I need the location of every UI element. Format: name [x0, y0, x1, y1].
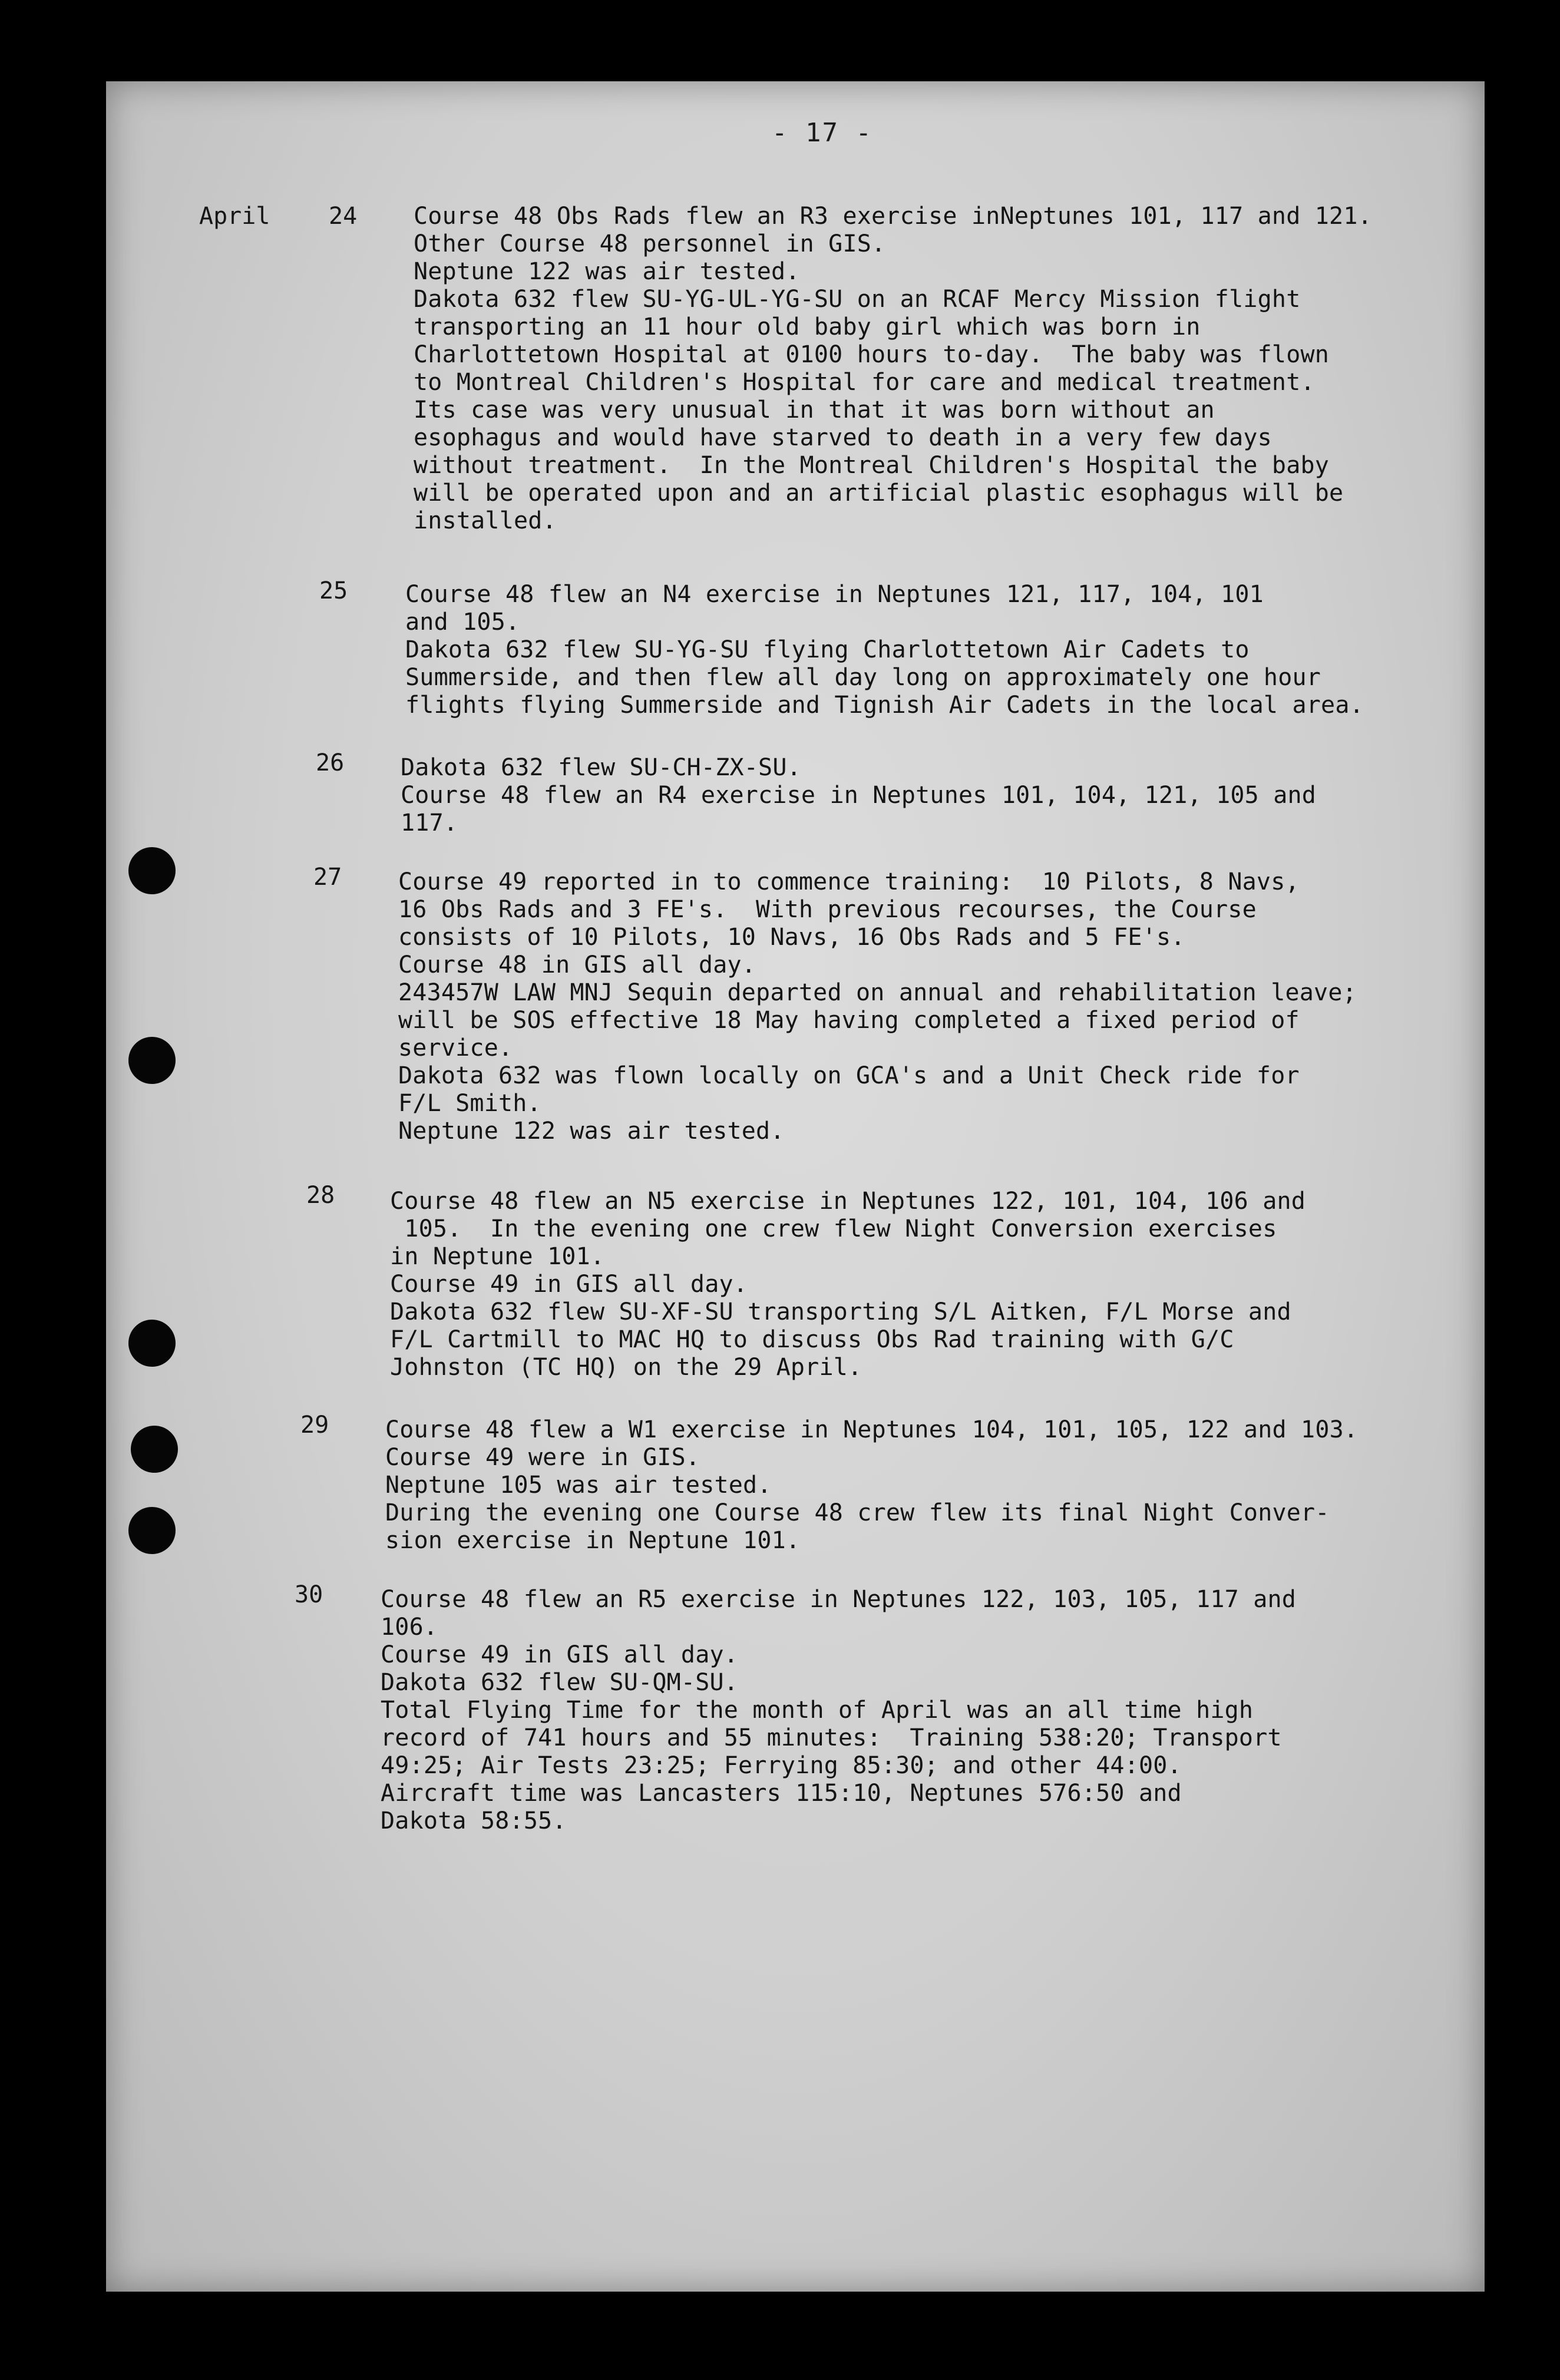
entry-line: Course 49 were in GIS. [385, 1444, 700, 1471]
entry-line: Its case was very unusual in that it was born without an [414, 396, 1215, 424]
entry-day: 28 [306, 1182, 335, 1209]
entry-day: 27 [313, 864, 342, 891]
punch-hole [128, 1320, 176, 1367]
entry-line: Summerside, and then flew all day long on approximately one hour [405, 664, 1321, 691]
entry-line: to Montreal Children's Hospital for care and medical treatment. [414, 369, 1315, 396]
entry-line: installed. [414, 507, 557, 534]
entry-line: 105. In the evening one crew flew Night Conversion exercises [390, 1215, 1277, 1242]
entry-line: esophagus and would have starved to death in a very few days [414, 424, 1272, 451]
entry-line: Dakota 632 flew SU-YG-SU flying Charlottetown Air Cadets to [405, 636, 1250, 663]
entry-line: 106. [381, 1614, 438, 1641]
entry-line: will be operated upon and an artificial plastic esophagus will be [414, 480, 1344, 507]
entry-line: Total Flying Time for the month of April was an all time high [381, 1697, 1254, 1724]
entry-line: Course 48 flew an N4 exercise in Neptunes 121, 117, 104, 101 [405, 581, 1264, 608]
entry-line: Course 48 flew an R5 exercise in Neptunes 122, 103, 105, 117 and [381, 1586, 1297, 1613]
entry-line: Dakota 58:55. [381, 1807, 567, 1834]
entry-line: Johnston (TC HQ) on the 29 April. [390, 1354, 862, 1381]
entry-day: 26 [316, 749, 345, 776]
entry-line: Other Course 48 personnel in GIS. [414, 230, 886, 257]
month-label: April [199, 203, 270, 230]
entry-text [405, 581, 1383, 719]
entry-line: 49:25; Air Tests 23:25; Ferrying 85:30; and other 44:00. [381, 1752, 1182, 1779]
entry-line: Course 48 flew an R4 exercise in Neptunes 101, 104, 121, 105 and [401, 782, 1317, 809]
entry-text [385, 1416, 1363, 1555]
entry-line: F/L Cartmill to MAC HQ to discuss Obs Rad training with G/C [390, 1326, 1234, 1353]
punch-hole [128, 1507, 176, 1554]
entry-line: in Neptune 101. [390, 1243, 605, 1270]
punch-hole [128, 847, 176, 894]
entry-line: Dakota 632 flew SU-QM-SU. [381, 1669, 739, 1696]
entry-day: 29 [300, 1412, 329, 1439]
entry-line: Dakota 632 flew SU-YG-UL-YG-SU on an RCAF Mercy Mission flight [414, 286, 1301, 313]
entry-line: Course 48 in GIS all day. [398, 951, 756, 979]
entry-line: transporting an 11 hour old baby girl which was born in [414, 313, 1201, 341]
entry-line: F/L Smith. [398, 1090, 541, 1117]
entry-line: without treatment. In the Montreal Children's Hospital the baby [414, 452, 1330, 479]
entry-line: Dakota 632 flew SU-XF-SU transporting S/L Aitken, F/L Morse and [390, 1298, 1291, 1325]
entry-line: During the evening one Course 48 crew flew its final Night Conver- [385, 1499, 1330, 1526]
punch-hole [131, 1426, 178, 1473]
entry-text [381, 1586, 1359, 1835]
entry-line: will be SOS effective 18 May having completed a fixed period of [398, 1007, 1300, 1034]
entry-text [414, 203, 1392, 535]
entry-line: Course 49 in GIS all day. [381, 1641, 739, 1668]
entry-day: 24 [329, 203, 358, 230]
punch-hole [128, 1037, 176, 1084]
entry-line: 117. [401, 809, 458, 837]
entry-day: 30 [295, 1581, 323, 1608]
entry-line: Charlottetown Hospital at 0100 hours to-day. The baby was flown [414, 341, 1330, 368]
entry-line: service. [398, 1034, 513, 1062]
entry-line: Neptune 105 was air tested. [385, 1472, 772, 1499]
entry-day: 25 [319, 577, 348, 604]
page-number: - 17 - [772, 118, 872, 148]
entry-line: Course 49 in GIS all day. [390, 1271, 748, 1298]
entry-text [390, 1188, 1368, 1381]
entry-text [401, 754, 1379, 837]
entry-line: Neptune 122 was air tested. [414, 258, 800, 285]
entry-line: 16 Obs Rads and 3 FE's. With previous recourses, the Course [398, 896, 1257, 923]
entry-line: Course 48 flew an N5 exercise in Neptunes 122, 101, 104, 106 and [390, 1188, 1306, 1215]
entry-line: Dakota 632 was flown locally on GCA's and a Unit Check ride for [398, 1062, 1300, 1089]
entry-line: flights flying Summerside and Tignish Air Cadets in the local area. [405, 692, 1364, 719]
entry-line: Course 48 flew a W1 exercise in Neptunes 104, 101, 105, 122 and 103. [385, 1416, 1359, 1443]
entry-line: consists of 10 Pilots, 10 Navs, 16 Obs Rads and 5 FE's. [398, 924, 1185, 951]
entry-line: Course 49 reported in to commence training: 10 Pilots, 8 Navs, [398, 868, 1300, 895]
entry-line: sion exercise in Neptune 101. [385, 1527, 801, 1554]
entry-line: record of 741 hours and 55 minutes: Training 538:20; Transport [381, 1724, 1282, 1751]
entry-line: Course 48 Obs Rads flew an R3 exercise inNeptunes 101, 117 and 121. [414, 203, 1372, 230]
entry-line: and 105. [405, 609, 520, 636]
entry-text [398, 868, 1376, 1145]
entry-line: Neptune 122 was air tested. [398, 1118, 785, 1145]
entry-line: Aircraft time was Lancasters 115:10, Neptunes 576:50 and [381, 1780, 1182, 1807]
entry-line: 243457W LAW MNJ Sequin departed on annual and rehabilitation leave; [398, 979, 1357, 1006]
entry-line: Dakota 632 flew SU-CH-ZX-SU. [401, 754, 801, 781]
